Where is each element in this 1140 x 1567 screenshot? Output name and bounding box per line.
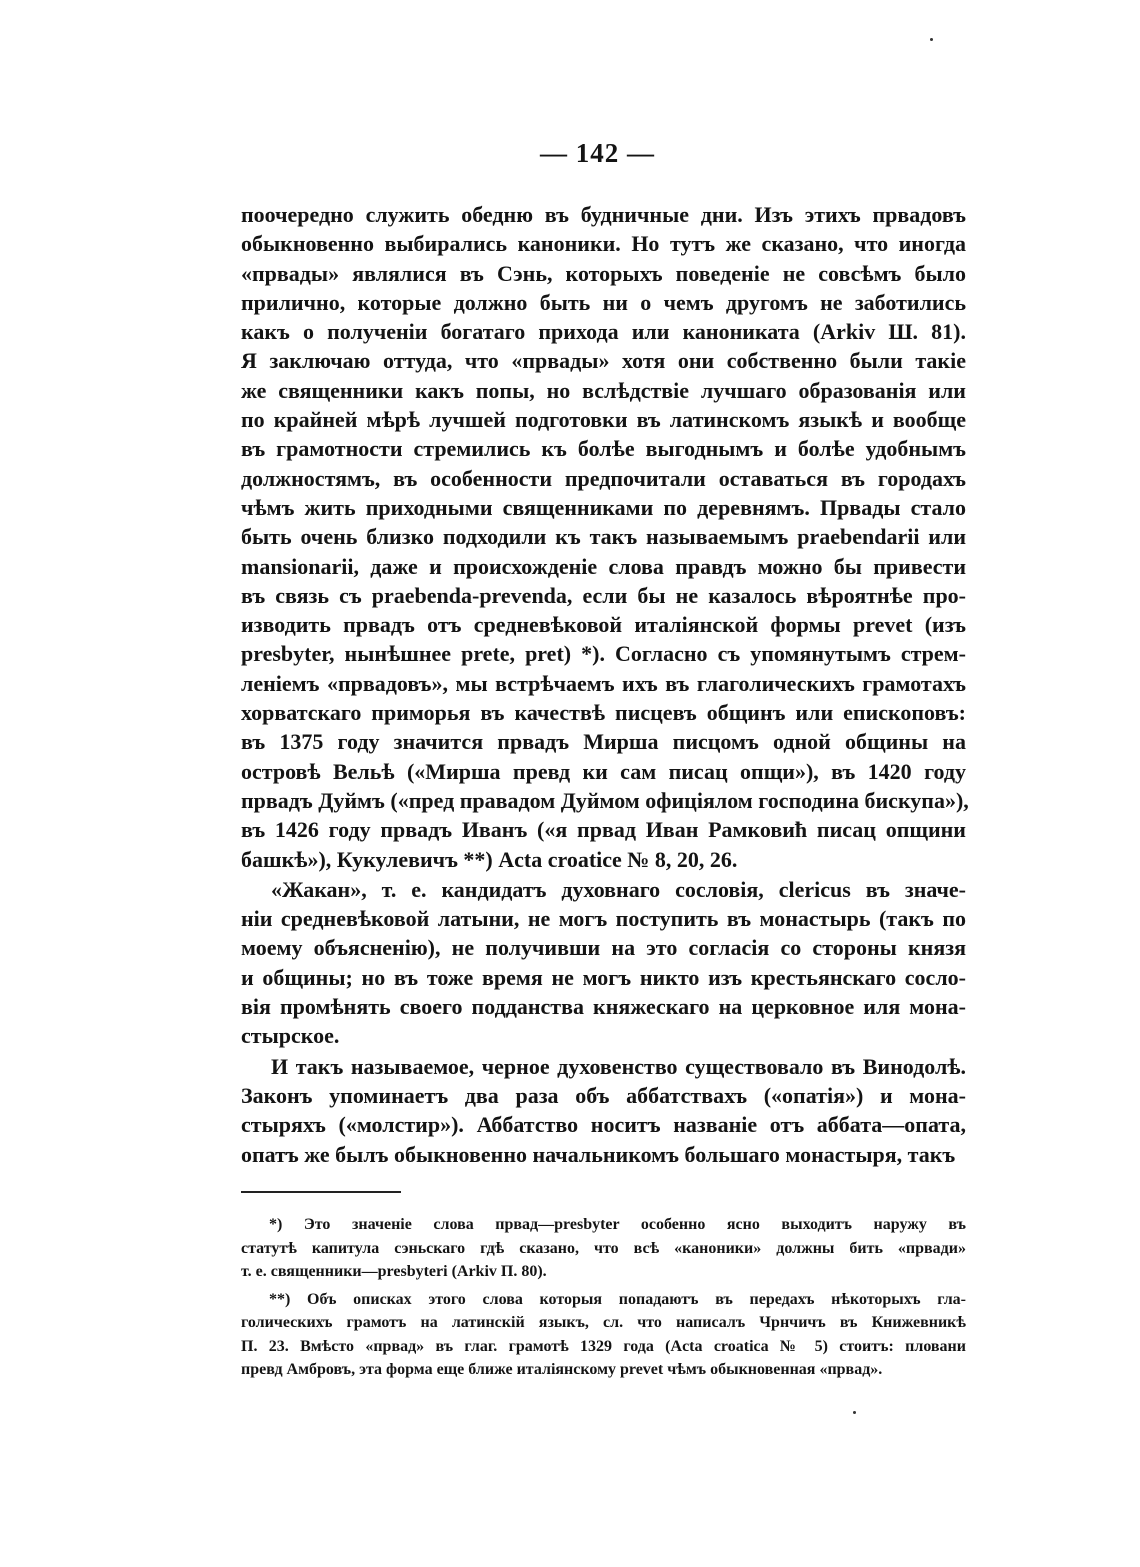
text-line: ніи средневѣковой латыни, не могъ поступить въ монастырь (такъ по: [241, 906, 966, 932]
text-line: првадъ Дуймъ («пред правадом Дуймом офиціялом господина бискупа»),: [241, 787, 969, 813]
text-line: въ связь съ praebenda-prevenda, если бы не казалось вѣроятнѣе про-: [241, 582, 966, 608]
text-line: И такъ называемое, черное духовенство существовало въ Винодолѣ.: [271, 1053, 966, 1079]
text-line: должностямъ, въ особенности предпочитали оставаться въ городахъ: [241, 465, 966, 491]
footnote-line: т. е. священники—presbyteri (Arkiv П. 80).: [241, 1263, 547, 1280]
paragraph: [241, 1052, 966, 1169]
text-line: по крайней мѣрѣ лучшей подготовки въ латинскомъ языкѣ и вообще: [241, 407, 966, 433]
text-line: изводить првадъ отъ средневѣковой италіянской формы prevet (изъ: [241, 612, 966, 638]
footnote-line: П. 23. Вмѣсто «првад» въ глаг. грамотѣ 1329 года (Acta croatica № 5) стоитъ: пловани: [241, 1337, 966, 1355]
text-line: островѣ Вельѣ («Мирша прeвд ки сам писац опщи»), въ 1420 году: [241, 758, 966, 784]
footnote-line: **) Объ описках этого слова которыя попадаютъ въ передахъ нѣкоторыхъ гла-: [269, 1290, 966, 1308]
text-line: Я заключаю оттуда, что «првады» хотя они собственно были такіе: [241, 348, 966, 374]
text-line: опатъ же былъ обыкновенно начальникомъ большаго монастыря, такъ: [241, 1141, 956, 1167]
text-line: поочередно служить обедню въ будничные дни. Изъ этихъ првадовъ: [241, 202, 966, 227]
text-line: чѣмъ жить приходными священниками по деревнямъ. Првады стало: [241, 494, 966, 520]
paragraph: [241, 200, 969, 874]
text-line: башкѣ»), Кукулевичъ **) Acta croatice № 8, 20, 26.: [241, 846, 738, 872]
text-line: въ грамотности стремились къ болѣе выгоднымъ и болѣе удобнымъ: [241, 436, 966, 462]
footnote: [241, 1288, 966, 1382]
text-line: presbyter, нынѣшнее prete, pret) *). Согласно съ упомянутымъ стрем-: [241, 641, 966, 667]
text-line: же священники какъ попы, но вслѣдствіе лучшаго образованія или: [241, 377, 966, 403]
page-number: — 142 —: [540, 138, 655, 168]
text-line: хорватскаго приморья въ качествѣ писцевъ общинъ или епископовъ:: [241, 700, 966, 726]
main-text: [241, 200, 969, 1169]
footnote-separator: [241, 1191, 401, 1193]
footnote-line: *) Это значеніе слова првад—presbyter особенно ясно выходитъ наружу въ: [269, 1216, 966, 1233]
paragraph: [241, 875, 966, 1051]
text-line: въ 1375 году значится првадъ Мирша писцомъ одной общины на: [241, 729, 966, 755]
footnote-line: превд Амбровъ, эта форма еще ближе италіянскому prevet чѣмъ обыкновенная «првад».: [241, 1361, 883, 1378]
text-line: леніемъ «првадовъ», мы встрѣчаемъ ихъ въ глаголическихъ грамотахъ: [241, 670, 966, 696]
text-line: моему объясненію), не получивши на это согласія со стороны князя: [241, 935, 966, 961]
text-line: «Жакан», т. е. кандидатъ духовнаго сословія, clericus въ значе-: [271, 876, 966, 902]
text-line: стырское.: [241, 1023, 340, 1049]
text-line: и общины; но въ тоже время не могъ никто изъ крестьянскаго сосло-: [241, 964, 966, 990]
text-line: «првады» являлися въ Сэнь, которыхъ поведеніе не совсѣмъ было: [241, 260, 966, 286]
text-line: вія промѣнять своего подданства княжескаго на церковное иля мона-: [241, 994, 966, 1020]
text-line: обыкновенно выбирались каноники. Но тутъ же сказано, что иногда: [241, 231, 966, 257]
footnote-line: статутѣ капитула сэньскаго гдѣ сказано, что всѣ «каноники» должны бить «првади»: [241, 1239, 966, 1257]
footnote: [241, 1213, 966, 1284]
footnotes: [241, 1213, 966, 1386]
text-line: Законъ упоминаетъ два раза объ аббатствахъ («опатія») и мона-: [241, 1082, 966, 1108]
text-line: прилично, которые должно быть ни о чемъ другомъ не заботились: [241, 289, 966, 315]
text-line: въ 1426 году првадъ Иванъ («я првад Иван Рамковић писац опщини: [241, 817, 966, 843]
scan-speck: [853, 1411, 856, 1414]
scan-speck: [930, 38, 933, 41]
text-line: быть очень близко подходили къ такъ называемымъ praebendarii или: [241, 524, 966, 550]
footnote-line: голическихъ грамотъ на латинскій языкъ, сл. что написалъ Чрнчичъ въ Книжевникѣ: [241, 1314, 966, 1331]
text-line: какъ о полученіи богатаго прихода или канониката (Arkiv Ш. 81).: [241, 319, 966, 345]
text-line: mansionarii, даже и происхожденіе слова правдъ можно бы привести: [241, 553, 966, 579]
text-line: стыряхъ («молстир»). Аббатство носитъ названіе отъ аббата—опата,: [241, 1112, 966, 1138]
